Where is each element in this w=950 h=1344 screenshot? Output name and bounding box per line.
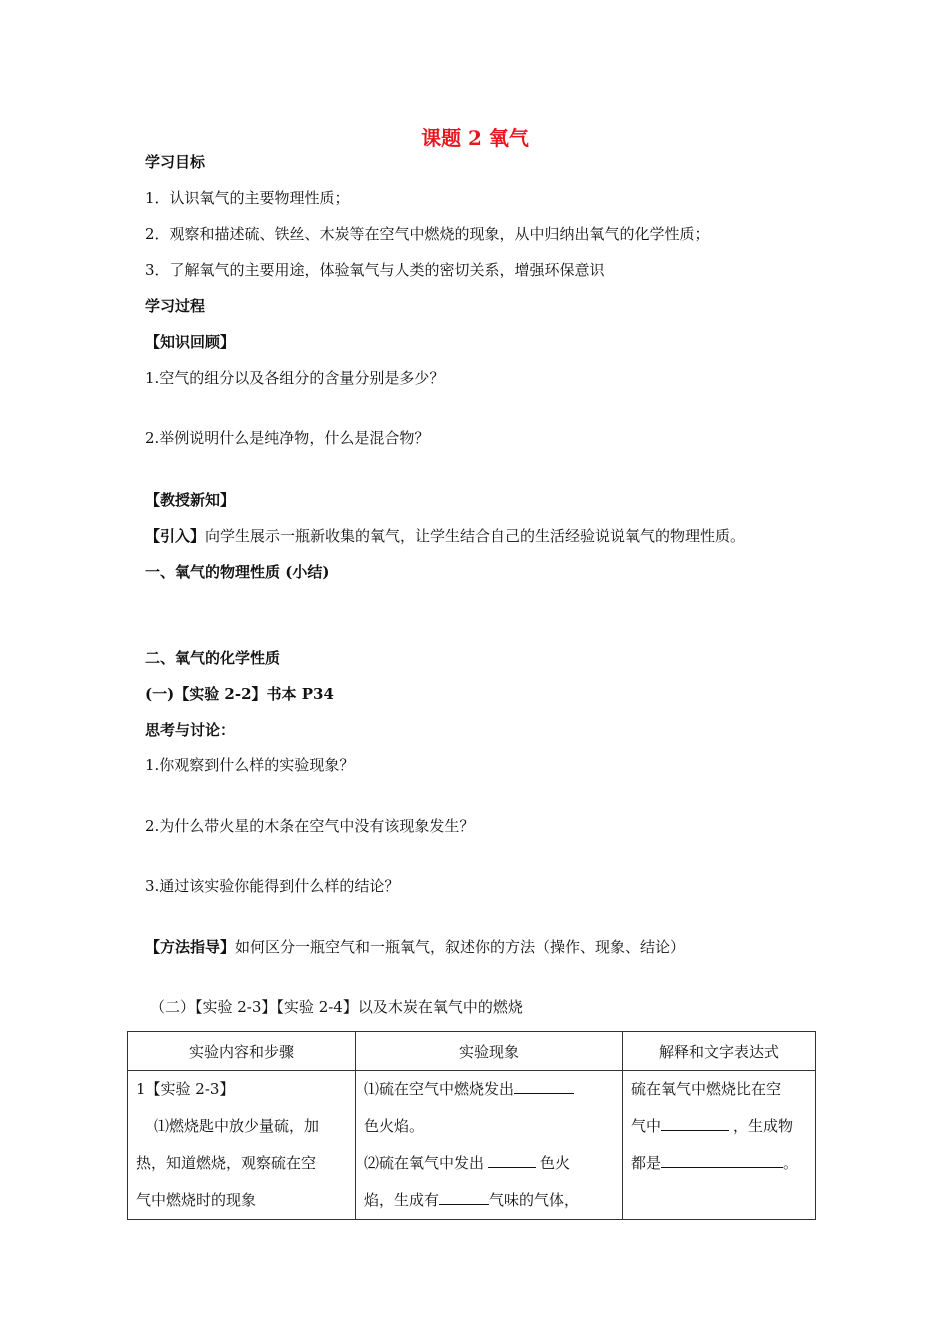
- experiment-1-heading: (一)【实验 2-2】书本 P34: [145, 685, 334, 703]
- steps-line-1: 1【实验 2-3】: [136, 1080, 235, 1098]
- blank-product[interactable]: [661, 1151, 783, 1168]
- phenomena-text-1: ⑴硫在空气中燃烧发出: [364, 1080, 515, 1098]
- table-header-steps: 实验内容和步骤: [128, 1032, 356, 1071]
- phenomena-line-1: [364, 1071, 614, 1108]
- goal-1: 1．认识氧气的主要物理性质；: [145, 189, 350, 207]
- steps-cell: [128, 1071, 356, 1220]
- explanation-text-3b: 。: [783, 1154, 799, 1172]
- section-2-heading: 二、氧气的化学性质: [145, 649, 281, 667]
- table-row: [128, 1071, 816, 1220]
- method-label: 【方法指导】: [145, 938, 236, 956]
- review-question-2: 2.举例说明什么是纯净物，什么是混合物？: [145, 429, 430, 447]
- experiment-2-heading: （二）【实验 2-3】【实验 2-4】以及木炭在氧气中的燃烧: [150, 998, 523, 1016]
- phenomena-line-2: 色火焰。: [364, 1117, 425, 1135]
- goals-heading: 学习目标: [145, 153, 206, 171]
- steps-line-4: 气中燃烧时的现象: [136, 1191, 257, 1209]
- explanation-text-2a: 气中: [631, 1117, 662, 1135]
- blank-flame-color-air[interactable]: [514, 1077, 574, 1094]
- phenomena-text-3a: ⑵硫在氧气中发出: [364, 1154, 485, 1172]
- table-header-explanation: 解释和文字表达式: [623, 1032, 816, 1071]
- explanation-line-2: [631, 1108, 807, 1145]
- explanation-line-3: [631, 1145, 807, 1182]
- phenomena-line-3: [364, 1145, 614, 1182]
- phenomena-text-4b: 气味的气体，: [489, 1191, 580, 1209]
- intro-label: 【引入】: [145, 527, 206, 545]
- section-1-heading: 一、氧气的物理性质 (小结): [145, 563, 330, 581]
- discussion-question-3: 3.通过该实验你能得到什么样的结论？: [145, 877, 400, 895]
- explanation-cell: [623, 1071, 816, 1220]
- table-header-phenomena: 实验现象: [356, 1032, 623, 1071]
- phenomena-line-4: [364, 1182, 614, 1219]
- phenomena-cell: [356, 1071, 623, 1220]
- blank-flame-color-oxygen[interactable]: [488, 1151, 536, 1168]
- explanation-line-1: 硫在氧气中燃烧比在空: [631, 1080, 782, 1098]
- phenomena-text-4a: 焰，生成有: [364, 1191, 440, 1209]
- blank-gas-smell[interactable]: [439, 1188, 489, 1205]
- steps-line-2: ⑴燃烧匙中放少量硫，加: [154, 1117, 320, 1135]
- discussion-question-2: 2.为什么带火星的木条在空气中没有该现象发生？: [145, 817, 475, 835]
- steps-line-3: 热，知道燃烧，观察硫在空: [136, 1154, 317, 1172]
- discussion-question-1: 1.你观察到什么样的实验现象？: [145, 756, 355, 774]
- intro-paragraph: [145, 526, 745, 546]
- explanation-text-3a: 都是: [631, 1154, 662, 1172]
- page-title: 课题 2 氧气: [421, 126, 529, 150]
- process-heading: 学习过程: [145, 297, 206, 315]
- goal-3: 3．了解氧气的主要用途，体验氧气与人类的密切关系，增强环保意识: [145, 261, 605, 279]
- discussion-heading: 思考与讨论：: [145, 721, 236, 739]
- blank-burning-comparison[interactable]: [661, 1114, 729, 1131]
- explanation-text-2b: ，生成物: [733, 1117, 794, 1135]
- method-text: 如何区分一瓶空气和一瓶氧气，叙述你的方法（操作、现象、结论）: [235, 938, 686, 956]
- table-header-row: [128, 1032, 816, 1071]
- experiment-table: [127, 1031, 816, 1220]
- new-knowledge-heading: 【教授新知】: [145, 491, 236, 509]
- intro-text: 向学生展示一瓶新收集的氧气，让学生结合自己的生活经验说说氧气的物理性质。: [205, 527, 746, 545]
- goal-2: 2．观察和描述硫、铁丝、木炭等在空气中燃烧的现象，从中归纳出氧气的化学性质；: [145, 225, 710, 243]
- method-paragraph: [145, 937, 685, 957]
- phenomena-text-3b: 色火: [540, 1154, 571, 1172]
- review-heading: 【知识回顾】: [145, 333, 236, 351]
- review-question-1: 1.空气的组分以及各组分的含量分别是多少？: [145, 369, 445, 387]
